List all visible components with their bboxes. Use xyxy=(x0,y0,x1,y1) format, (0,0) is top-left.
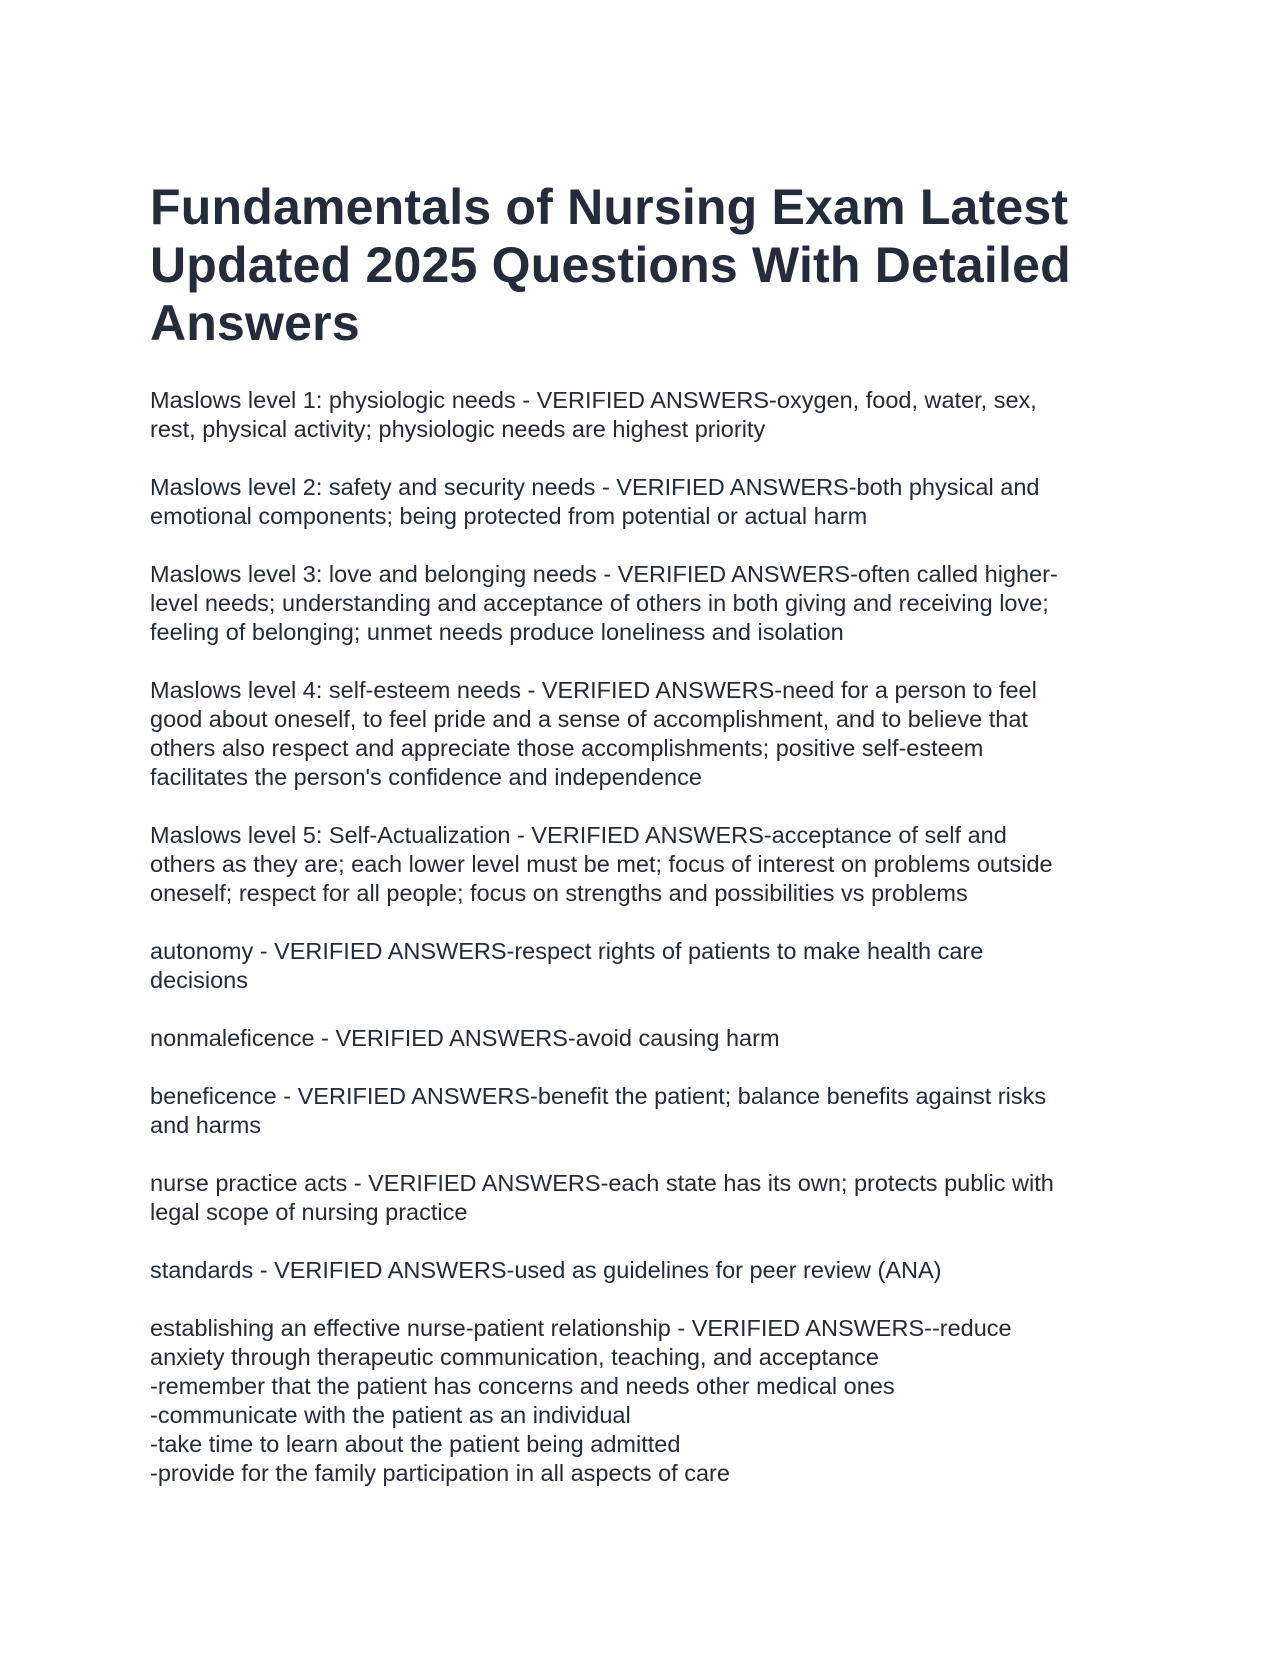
entry-line: establishing an effective nurse-patient relationship - VERIFIED ANSWERS--reduce xyxy=(150,1315,1012,1341)
title-line: Answers xyxy=(150,295,360,351)
qa-entry-standards xyxy=(150,1256,1140,1285)
entry-line: Maslows level 1: physiologic needs - VERIFIED ANSWERS-oxygen, food, water, sex, xyxy=(150,387,1037,413)
entry-line: -provide for the family participation in all aspects of care xyxy=(150,1460,730,1486)
qa-entry-nonmaleficence xyxy=(150,1024,1140,1053)
entry-line: -take time to learn about the patient being admitted xyxy=(150,1431,681,1457)
entry-line: autonomy - VERIFIED ANSWERS-respect rights of patients to make health care xyxy=(150,938,984,964)
entry-line: level needs; understanding and acceptance of others in both giving and receiving love; xyxy=(150,590,1049,616)
entry-line: Maslows level 3: love and belonging needs - VERIFIED ANSWERS-often called higher- xyxy=(150,561,1058,587)
qa-entry-maslow-level-3 xyxy=(150,560,1140,647)
title-line: Fundamentals of Nursing Exam Latest xyxy=(150,179,1069,235)
entry-line: Maslows level 4: self-esteem needs - VERIFIED ANSWERS-need for a person to feel xyxy=(150,677,1037,703)
entry-line: -communicate with the patient as an individual xyxy=(150,1402,631,1428)
title-line: Updated 2025 Questions With Detailed xyxy=(150,237,1071,293)
entry-line: nonmaleficence - VERIFIED ANSWERS-avoid causing harm xyxy=(150,1025,780,1051)
entry-line: facilitates the person's confidence and independence xyxy=(150,764,702,790)
entry-line: feeling of belonging; unmet needs produce loneliness and isolation xyxy=(150,619,844,645)
entry-line: beneficence - VERIFIED ANSWERS-benefit the patient; balance benefits against risks xyxy=(150,1083,1047,1109)
qa-entry-maslow-level-5 xyxy=(150,821,1140,908)
document-page xyxy=(150,178,1140,1517)
qa-entry-maslow-level-2 xyxy=(150,473,1140,531)
entry-line: rest, physical activity; physiologic needs are highest priority xyxy=(150,416,766,442)
entry-line: anxiety through therapeutic communication, teaching, and acceptance xyxy=(150,1344,879,1370)
entry-line: standards - VERIFIED ANSWERS-used as guidelines for peer review (ANA) xyxy=(150,1257,942,1283)
page-title xyxy=(150,178,1140,352)
entry-line: others as they are; each lower level must be met; focus of interest on problems outside xyxy=(150,851,1053,877)
entry-line: -remember that the patient has concerns and needs other medical ones xyxy=(150,1373,895,1399)
entry-line: Maslows level 5: Self-Actualization - VERIFIED ANSWERS-acceptance of self and xyxy=(150,822,1007,848)
entry-line: decisions xyxy=(150,967,248,993)
entry-line: Maslows level 2: safety and security needs - VERIFIED ANSWERS-both physical and xyxy=(150,474,1040,500)
entry-line: nurse practice acts - VERIFIED ANSWERS-each state has its own; protects public with xyxy=(150,1170,1054,1196)
qa-entry-beneficence xyxy=(150,1082,1140,1140)
entry-line: oneself; respect for all people; focus on strengths and possibilities vs problems xyxy=(150,880,968,906)
qa-entry-nurse-practice-acts xyxy=(150,1169,1140,1227)
qa-entry-nurse-patient-relationship xyxy=(150,1314,1140,1488)
entry-line: emotional components; being protected from potential or actual harm xyxy=(150,503,868,529)
entry-line: others also respect and appreciate those accomplishments; positive self-esteem xyxy=(150,735,984,761)
qa-entry-autonomy xyxy=(150,937,1140,995)
entry-line: and harms xyxy=(150,1112,262,1138)
entry-line: good about oneself, to feel pride and a sense of accomplishment, and to believe that xyxy=(150,706,1028,732)
qa-entry-maslow-level-4 xyxy=(150,676,1140,792)
entry-line: legal scope of nursing practice xyxy=(150,1199,468,1225)
qa-entry-maslow-level-1 xyxy=(150,386,1140,444)
